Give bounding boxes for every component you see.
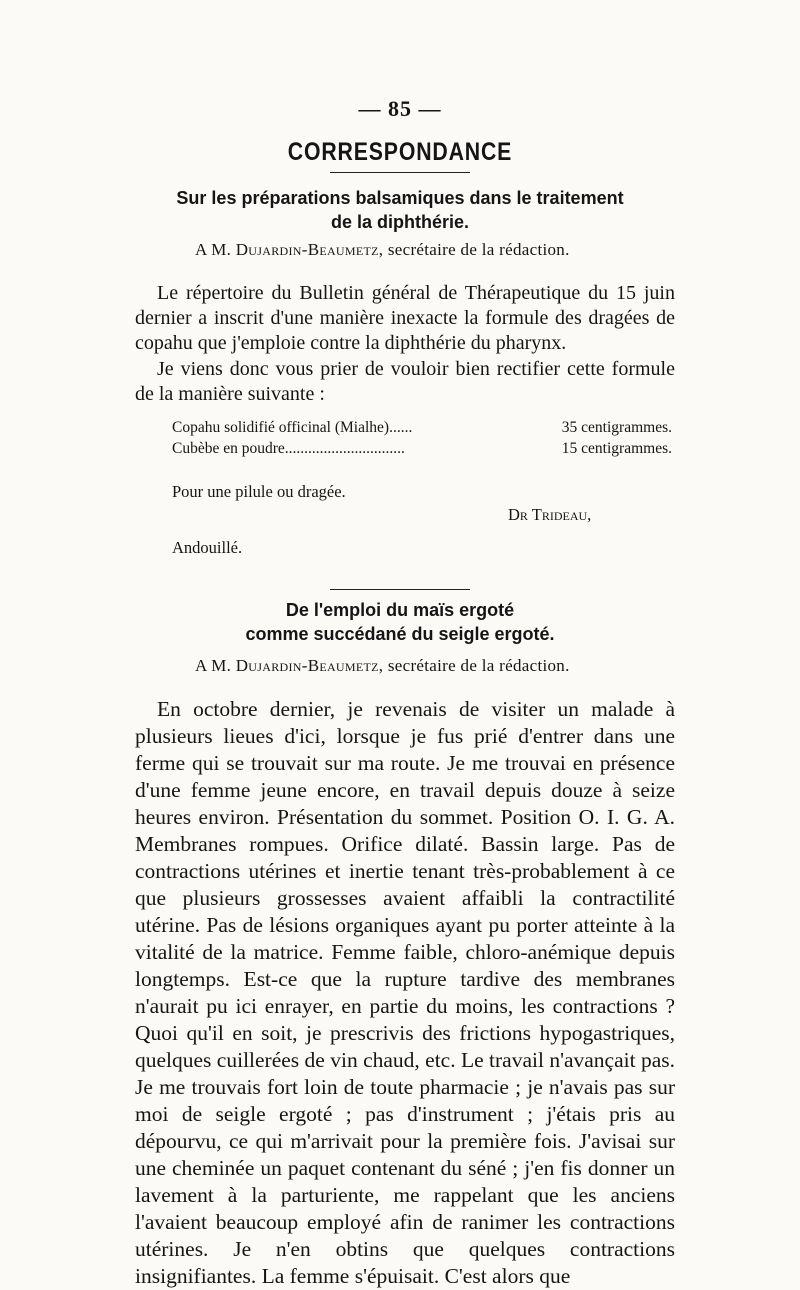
section-heading: CORRESPONDANCE [287,138,513,166]
recipe-amount: 35 centigrammes. [561,419,672,436]
recipe-row [172,438,672,459]
recipe-note: Pour une pilule ou dragée. [172,482,346,501]
recipe-ingredient: Copahu solidifié officinal (Mialhe)...... [172,419,413,436]
article2-title [130,598,670,646]
article2-paragraph1: En octobre dernier, je revenais de visiter un malade à plusieurs lieues d'ici, lorsque je fus prié d'entrer dans une ferme qui se trouvait sur ma route. Je me trouvai en présence d'une femme jeune encore, en travail depuis douze à seize heures environ. Présentation du sommet. Position O. I. G. A. Membranes rompues. Orifice dilaté. Bassin large. Pas de contractions utérines et inertie tenant très-probablement à ce que plusieurs grossesses avaient affaibli la contractilité utérine. Pas de lésions organiques ayant pu porter atteinte à la vitalité de la matrice. Femme faible, chloro-anémique depuis longtemps. Est-ce que la rupture tardive des membranes n'aurait pu ici enrayer, en partie du moins, les contractions ? Quoi qu'il en soit, je prescrivis des frictions hypogastriques, quelques cuillerées de vin chaud, etc. Le travail n'avançait pas. Je me trouvais fort loin de toute pharmacie ; je n'avais pas sur moi de seigle ergoté ; pas d'instrument ; j'étais pris au dépourvu, ce qui m'arrivait pour la première fois. J'avisai sur une cheminée un paquet contenant du séné ; j'en fis donner un lavement à la parturiente, me rappelant que les anciens l'avaient beaucoup employé afin de ranimer les contractions utérines. Je n'en obtins que quelques contractions insignifiantes. La femme s'épuisait. C'est alors que [135,697,675,1288]
article1-title-line1: Sur les préparations balsamiques dans le traitement [176,188,624,208]
recipe-amount: 15 centigrammes. [561,440,672,457]
recipe-row [172,417,672,438]
article1-title-line2: de la diphthérie. [330,212,470,232]
article1-addressee-prefix: A M. [195,240,236,259]
article2-title-line1: De l'emploi du maïs ergoté [285,600,515,620]
article1-addressee-suffix: , secrétaire de la rédaction. [378,240,570,259]
article2-addressee-suffix: , secrétaire de la rédaction. [378,656,570,675]
article2-addressee [195,656,570,676]
article-divider [330,589,470,590]
article1-paragraph2: Je viens donc vous prier de vouloir bien rectifier cette formule de la manière suivante : [135,358,675,405]
article2-addressee-prefix: A M. [195,656,236,675]
signature: Dr Trideau, [508,505,592,524]
article2-title-line2: comme succédané du seigle ergoté. [245,624,555,644]
recipe-table [172,417,672,459]
article1-paragraph1: Le répertoire du Bulletin général de Thérapeutique du 15 juin dernier a inscrit d'une manière inexacte la formule des dragées de copahu que j'emploie contre la diphthérie du pharynx. [135,282,675,354]
place: Andouillé. [172,538,243,557]
recipe-ingredient: Cubèbe en poudre............................... [172,440,405,457]
heading-rule [330,172,470,173]
article1-addressee-name: Dujardin-Beaumetz [235,240,379,259]
article1-title [130,186,670,234]
article1-addressee [195,240,570,260]
page-number: — 85 — [358,96,442,121]
article2-addressee-name: Dujardin-Beaumetz [235,656,379,675]
